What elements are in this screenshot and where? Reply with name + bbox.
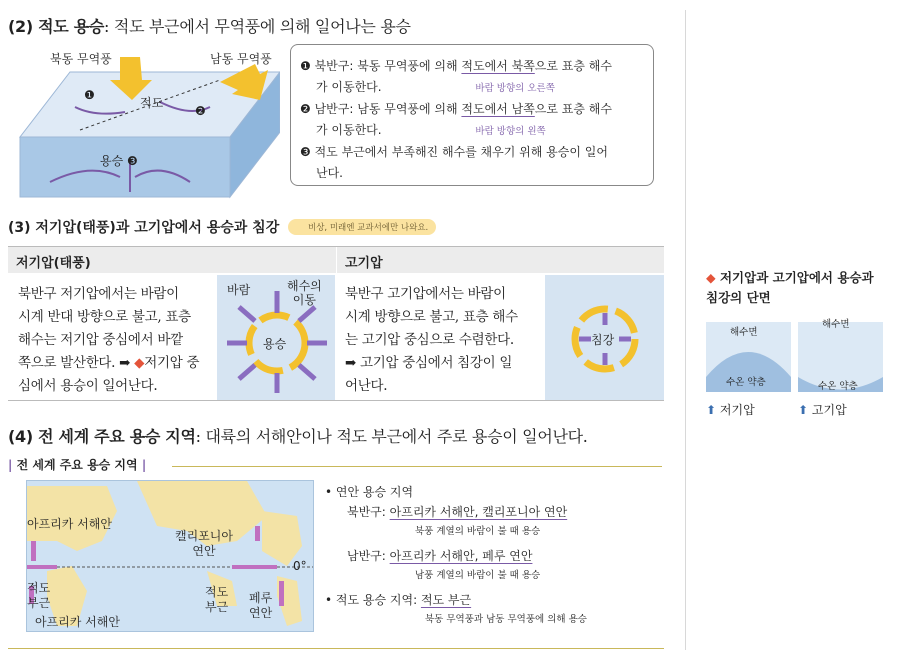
low-pressure-text: 북반구 저기압에서는 바람이 시계 반대 방향으로 불고, 표층 해수는 저기압 중심에서 바깥 쪽으로 발산한다. ➡ ◆저기압 중 심에서 용승이 일어난다. [18,286,200,394]
high-pressure-header: 고기압 [337,247,664,273]
label-water-move: 해수의 이동 [287,279,322,307]
sidebar-low-temp: 수온 약층 [726,377,766,388]
label-se-trade: 남동 무역풍 [210,52,272,66]
list-south-note: 남풍 계열의 바람이 불 때 용승 [415,570,541,581]
item1-line1: ❶ 북반구: 북동 무역풍에 의해 적도에서 북쪽으로 표층 해수 [300,59,612,73]
section4-bottom-rule [8,648,664,649]
low-pressure-figure [217,275,335,400]
section4-title-bold: (4) 전 세계 주요 용승 지역 [8,427,196,446]
explanation-text [300,56,650,184]
sidebar-high-figure [798,319,883,392]
label-num2: ❷ [195,104,206,118]
section2-title [8,14,411,37]
list-equatorial: • 적도 용승 지역: 적도 부근 [325,593,472,607]
map-label-eq1: 적도 부근 [27,581,51,610]
section2-title-bold: (2) 적도 용승 [8,17,105,36]
textbook-badge: 비상, 미래엔 교과서에만 나와요. [288,219,436,235]
section4-title-rest: : 대륙의 서해안이나 적도 부근에서 주로 용승이 일어난다. [195,427,588,446]
high-pressure-text: 북반구 고기압에서는 바람이 시계 방향으로 불고, 표층 해수 는 고기압 중심으로 수렴한다. ➡ 고기압 중심에서 침강이 일 어난다. [345,286,518,394]
table-bottom-rule [8,400,664,401]
map-heading: | 전 세계 주요 용승 지역 | [8,458,147,472]
low-pressure-header: 저기압(태풍) [8,247,336,273]
world-map [26,480,314,632]
sidebar-high-sea: 해수면 [822,319,850,330]
map-heading-rule [172,466,662,467]
item3-line1: ❸ 적도 부근에서 부족해진 해수를 채우기 위해 용승이 일어 [300,145,608,159]
item1-line2: 가 이동한다. 바람 방향의 오른쪽 [316,80,555,94]
list-south: 남반구: 아프리카 서해안, 페루 연안 [347,549,533,563]
section3-title: (3) 저기압(태풍)과 고기압에서 용승과 침강 [8,220,280,236]
item3-line2: 난다. [316,166,343,180]
map-label-peru: 페루 연안 [249,591,273,620]
list-coastal: • 연안 용승 지역 [325,485,414,499]
item1-note: 바람 방향의 오른쪽 [475,83,555,94]
sidebar-high-temp: 수온 약층 [818,381,858,392]
label-upwelling: 용승 ❸ [100,154,138,168]
sidebar-caption-low: ⬆ 저기압 [706,403,755,417]
section4-title [8,424,588,447]
list-north: 북반구: 아프리카 서해안, 캘리포니아 연안 [347,505,568,519]
list-eq-note: 북동 무역풍과 남동 무역풍에 의해 용승 [425,614,587,625]
list-north-note: 북풍 계열의 바람이 불 때 용승 [415,526,541,537]
map-label-africa1: 아프리카 서해안 [27,517,112,531]
sidebar-low-figure [706,322,791,392]
map-title: 전 세계 주요 용승 지역 [16,458,138,472]
map-label-eq2: 적도 부근 [205,585,229,614]
label-upwelling-center: 용승 [263,337,287,351]
section2-title-rest: : 적도 부근에서 무역풍에 의해 일어나는 용승 [104,17,411,36]
sidebar-title: ◆ 저기압과 고기압에서 용승과 침강의 단면 [706,270,874,305]
map-label-africa2: 아프리카 서해안 [35,615,120,629]
high-pressure-figure [545,275,664,400]
sidebar-caption-high: ⬆ 고기압 [798,403,847,417]
sidebar-low-sea: 해수면 [730,327,758,338]
label-equator: 적도 [140,96,164,110]
item2-line1: ❷ 남반구: 남동 무역풍에 의해 적도에서 남쪽으로 표층 해수 [300,102,612,116]
column-divider [685,10,686,650]
label-sinking-center: 침강 [591,333,615,347]
label-wind: 바람 [227,283,251,297]
item2-line2: 가 이동한다. 바람 방향의 왼쪽 [316,123,546,137]
item2-note: 바람 방향의 왼쪽 [475,126,546,137]
label-ne-trade: 북동 무역풍 [50,52,112,66]
upwelling-list [325,482,665,630]
label-num1: ❶ [84,88,95,102]
map-label-california: 캘리포니아 연안 [175,529,233,558]
map-label-zero: 0° [293,559,307,573]
